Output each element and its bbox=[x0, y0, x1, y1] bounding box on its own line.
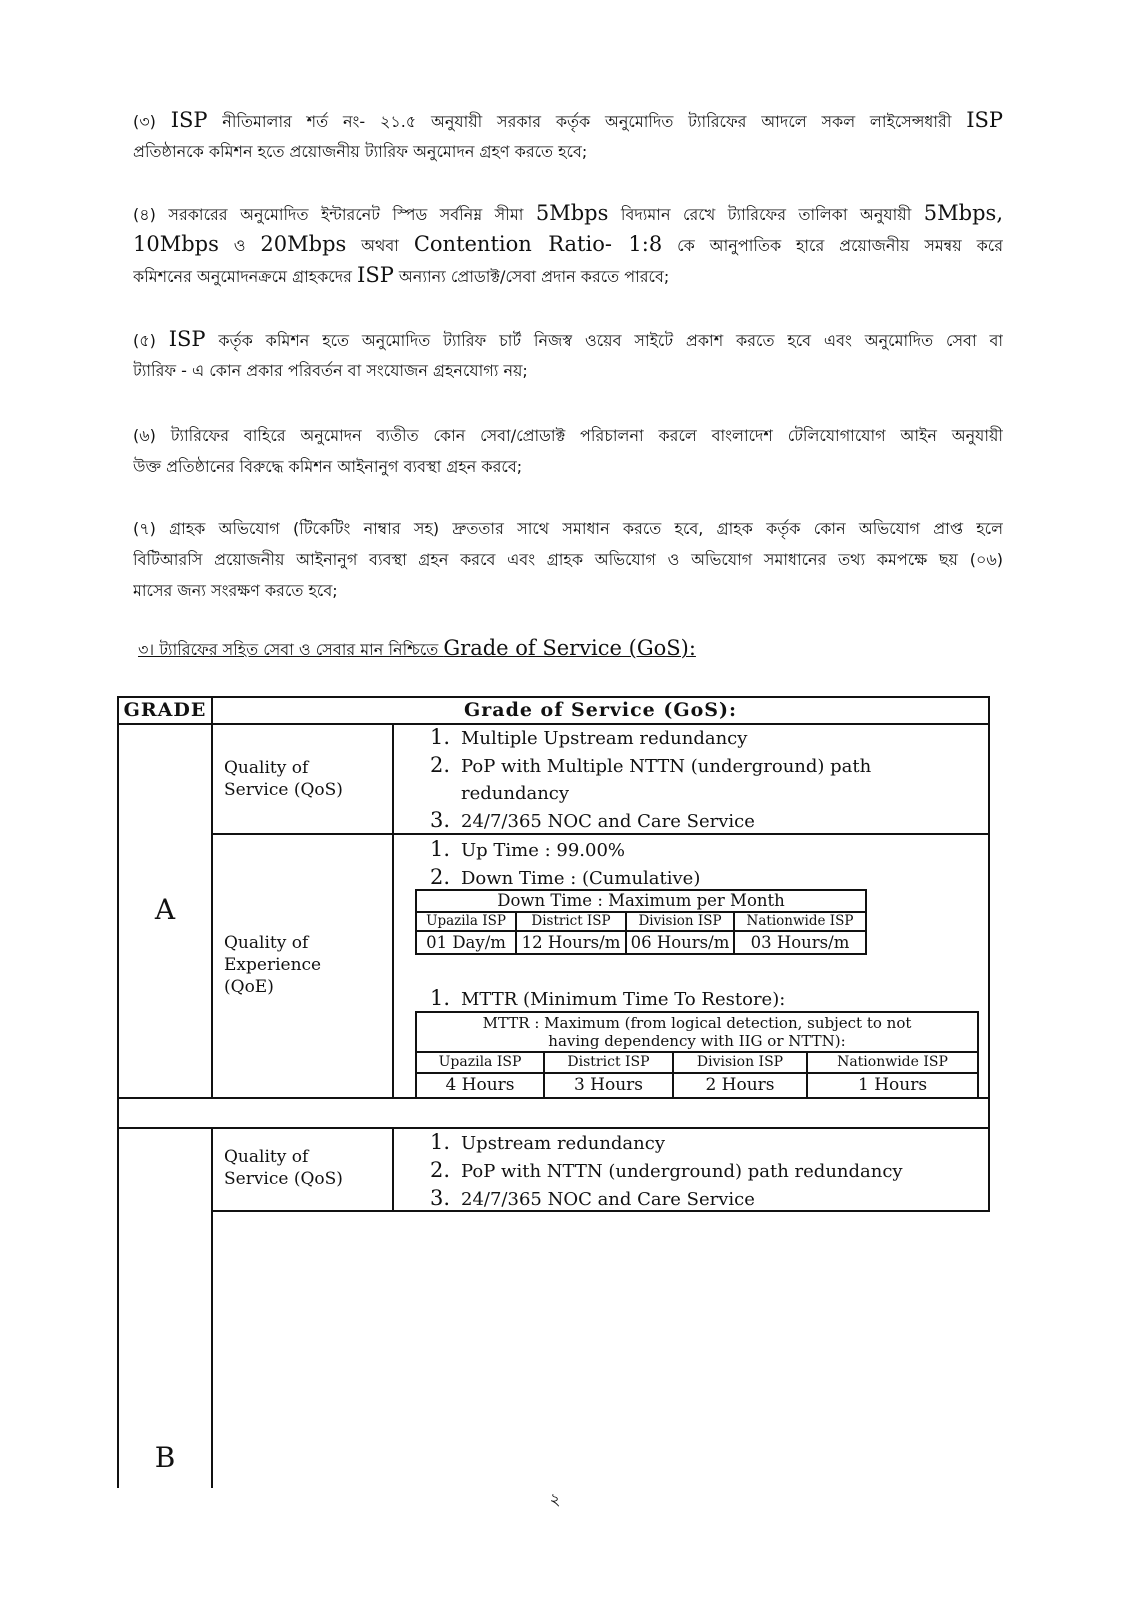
page-number: ২ bbox=[549, 1490, 561, 1510]
item-text: MTTR (Minimum Time To Restore): bbox=[461, 989, 786, 1010]
paragraph-line: বিটিআরসি প্রয়োজনীয় আইনানুগ ব্যবস্থা গ্রহন করবে এবং গ্রাহক অভিযোগ ও অভিযোগ সমাধানের তথ্য কমপক্ষে ছয় (০৬) bbox=[133, 550, 1003, 569]
table-row bbox=[416, 912, 866, 931]
table-cell: 4 Hours bbox=[416, 1073, 544, 1098]
table-border bbox=[392, 1127, 394, 1212]
clause-5-paragraph bbox=[133, 324, 1003, 386]
paragraph-line: (৭) গ্রাহক অভিযোগ (টিকেটিং নাম্বার সহ) দ্রুততার সাথে সমাধান করতে হবে, গ্রাহক কর্তৃক কোন অভিযোগ প্রাপ্ত হলে bbox=[133, 519, 1003, 538]
paragraph-line: ট্যারিফ - এ কোন প্রকার পরিবর্তন বা সংযোজন গ্রহনযোগ্য নয়; bbox=[133, 361, 528, 380]
table-row bbox=[416, 1052, 978, 1073]
column-header: Division ISP bbox=[626, 912, 734, 931]
mttr-title-line: MTTR : Maximum (from logical detection, subject to not bbox=[482, 1014, 912, 1032]
paragraph-line: (৫) ISP কর্তৃক কমিশন হতে অনুমোদিত ট্যারিফ চার্ট নিজস্ব ওয়েব সাইটে প্রকাশ করতে হবে এবং অনুমোদিত সেবা বা bbox=[133, 327, 1003, 351]
clause-4-paragraph bbox=[133, 198, 1003, 291]
list-item bbox=[400, 836, 931, 864]
list-item bbox=[400, 864, 931, 892]
qos-label: Quality of Service (QoS) bbox=[224, 758, 343, 800]
column-header: District ISP bbox=[516, 912, 626, 931]
item-number: 1. bbox=[429, 986, 450, 1010]
latin-run: 5Mbps, bbox=[923, 201, 1003, 225]
paragraph-line: মাসের জন্য সংরক্ষণ করতে হবে; bbox=[133, 581, 338, 600]
item-number: 2. bbox=[429, 1158, 450, 1182]
section-heading: ৩। ট্যারিফের সহিত সেবা ও সেবার মান নিশ্চিতে Grade of Service (GoS): bbox=[138, 636, 696, 660]
table-cell: 06 Hours/m bbox=[626, 931, 734, 954]
paragraph-line: উক্ত প্রতিষ্ঠানের বিরুদ্ধে কমিশন আইনানুগ ব্যবস্থা গ্রহন করবে; bbox=[133, 457, 523, 476]
list-item bbox=[400, 1157, 981, 1185]
qoe-requirement-list bbox=[400, 836, 931, 892]
downtime-table-title: Down Time : Maximum per Month bbox=[416, 890, 866, 912]
qos-label: Quality of Service (QoS) bbox=[224, 1147, 343, 1189]
item-text: Down Time : (Cumulative) bbox=[461, 868, 701, 889]
list-item bbox=[400, 724, 931, 752]
table-border bbox=[988, 696, 990, 1212]
item-text: PoP with Multiple NTTN (underground) path redundancy bbox=[461, 756, 872, 804]
paragraph-line: কমিশনের অনুমোদনক্রমে গ্রাহকদের ISP অন্যান্য প্রোডাক্ট/সেবা প্রদান করতে পারবে; bbox=[133, 263, 670, 287]
column-header: Division ISP bbox=[673, 1052, 807, 1073]
grade-column-header: GRADE bbox=[123, 699, 207, 721]
item-text: 24/7/365 NOC and Care Service bbox=[461, 1189, 755, 1210]
item-text: Multiple Upstream redundancy bbox=[461, 728, 748, 749]
column-header: District ISP bbox=[544, 1052, 673, 1073]
latin-run: ISP bbox=[357, 263, 394, 287]
downtime-table bbox=[415, 889, 867, 955]
clause-6-paragraph bbox=[133, 420, 1003, 482]
latin-run: Grade of Service (GoS): bbox=[443, 636, 696, 660]
latin-run: 5Mbps bbox=[535, 201, 609, 225]
paragraph-line: (৬) ট্যারিফের বাহিরে অনুমোদন ব্যতীত কোন সেবা/প্রোডাক্ট পরিচালনা করলে বাংলাদেশ টেলিযোগাযোগ আইন অনুযায়ী bbox=[133, 426, 1003, 445]
column-header: Upazila ISP bbox=[416, 912, 516, 931]
list-item bbox=[400, 807, 931, 835]
list-item bbox=[400, 1129, 981, 1157]
latin-run: ISP bbox=[170, 108, 208, 132]
table-row bbox=[416, 890, 866, 912]
column-header: Nationwide ISP bbox=[734, 912, 866, 931]
table-border bbox=[392, 723, 394, 1099]
qos-requirement-list bbox=[400, 1129, 981, 1213]
item-number: 1. bbox=[429, 725, 450, 749]
table-cell: 03 Hours/m bbox=[734, 931, 866, 954]
table-cell: 3 Hours bbox=[544, 1073, 673, 1098]
table-border bbox=[117, 696, 119, 1488]
list-item bbox=[400, 752, 931, 807]
list-item bbox=[400, 985, 931, 1013]
item-number: 3. bbox=[429, 1186, 450, 1210]
list-item bbox=[400, 1185, 981, 1213]
paragraph-line: 10Mbps ও 20Mbps অথবা Contention Ratio- 1:8 কে আনুপাতিক হারে প্রয়োজনীয় সমন্বয় করে bbox=[133, 232, 1003, 256]
paragraph-line: (৩) ISP নীতিমালার শর্ত নং- ২১.৫ অনুযায়ী সরকার কর্তৃক অনুমোদিত ট্যারিফের আদলে সকল লাইসেন্সধারী ISP bbox=[133, 108, 1003, 132]
item-text: Up Time : 99.00% bbox=[461, 840, 626, 861]
mttr-table bbox=[415, 1011, 979, 1099]
table-row bbox=[416, 931, 866, 954]
item-text: PoP with NTTN (underground) path redundancy bbox=[461, 1161, 903, 1182]
paragraph-line: (৪) সরকারের অনুমোদিত ইন্টারনেট স্পিড সর্বনিম্ন সীমা 5Mbps বিদ্যমান রেখে ট্যারিফের তালিকা অনুযায়ী 5Mbps, bbox=[133, 201, 1003, 225]
table-cell: 2 Hours bbox=[673, 1073, 807, 1098]
gos-column-header: Grade of Service (GoS): bbox=[464, 699, 737, 721]
table-cell: 12 Hours/m bbox=[516, 931, 626, 954]
latin-run: ISP bbox=[168, 327, 206, 351]
item-number: 3. bbox=[429, 808, 450, 832]
paragraph-line: প্রতিষ্ঠানকে কমিশন হতে প্রয়োজনীয় ট্যারিফ অনুমোদন গ্রহণ করতে হবে; bbox=[133, 142, 588, 161]
item-number: 1. bbox=[429, 1130, 450, 1154]
item-number: 2. bbox=[429, 753, 450, 777]
mttr-requirement-list bbox=[400, 985, 931, 1013]
latin-run: Contention Ratio- 1:8 bbox=[413, 232, 663, 256]
latin-run: 10Mbps bbox=[133, 232, 219, 256]
latin-run: ISP bbox=[966, 108, 1003, 132]
table-cell: 01 Day/m bbox=[416, 931, 516, 954]
item-number: 1. bbox=[429, 837, 450, 861]
qos-requirement-list bbox=[400, 724, 931, 835]
clause-3-paragraph bbox=[133, 105, 1003, 167]
grade-b-label: B bbox=[154, 1441, 176, 1474]
latin-run: 20Mbps bbox=[260, 232, 347, 256]
mttr-title-line: having dependency with IIG or NTTN): bbox=[548, 1032, 846, 1050]
item-text: Upstream redundancy bbox=[461, 1133, 666, 1154]
qoe-label: Quality of Experience (QoE) bbox=[224, 933, 322, 997]
mttr-table-title bbox=[416, 1012, 978, 1052]
grade-a-label: A bbox=[154, 893, 176, 926]
table-cell: 1 Hours bbox=[807, 1073, 978, 1098]
item-number: 2. bbox=[429, 865, 450, 889]
table-border bbox=[211, 1127, 213, 1488]
clause-7-paragraph bbox=[133, 513, 1003, 606]
item-text: 24/7/365 NOC and Care Service bbox=[461, 811, 755, 832]
column-header: Nationwide ISP bbox=[807, 1052, 978, 1073]
column-header: Upazila ISP bbox=[416, 1052, 544, 1073]
table-row bbox=[416, 1073, 978, 1098]
table-row bbox=[416, 1012, 978, 1052]
